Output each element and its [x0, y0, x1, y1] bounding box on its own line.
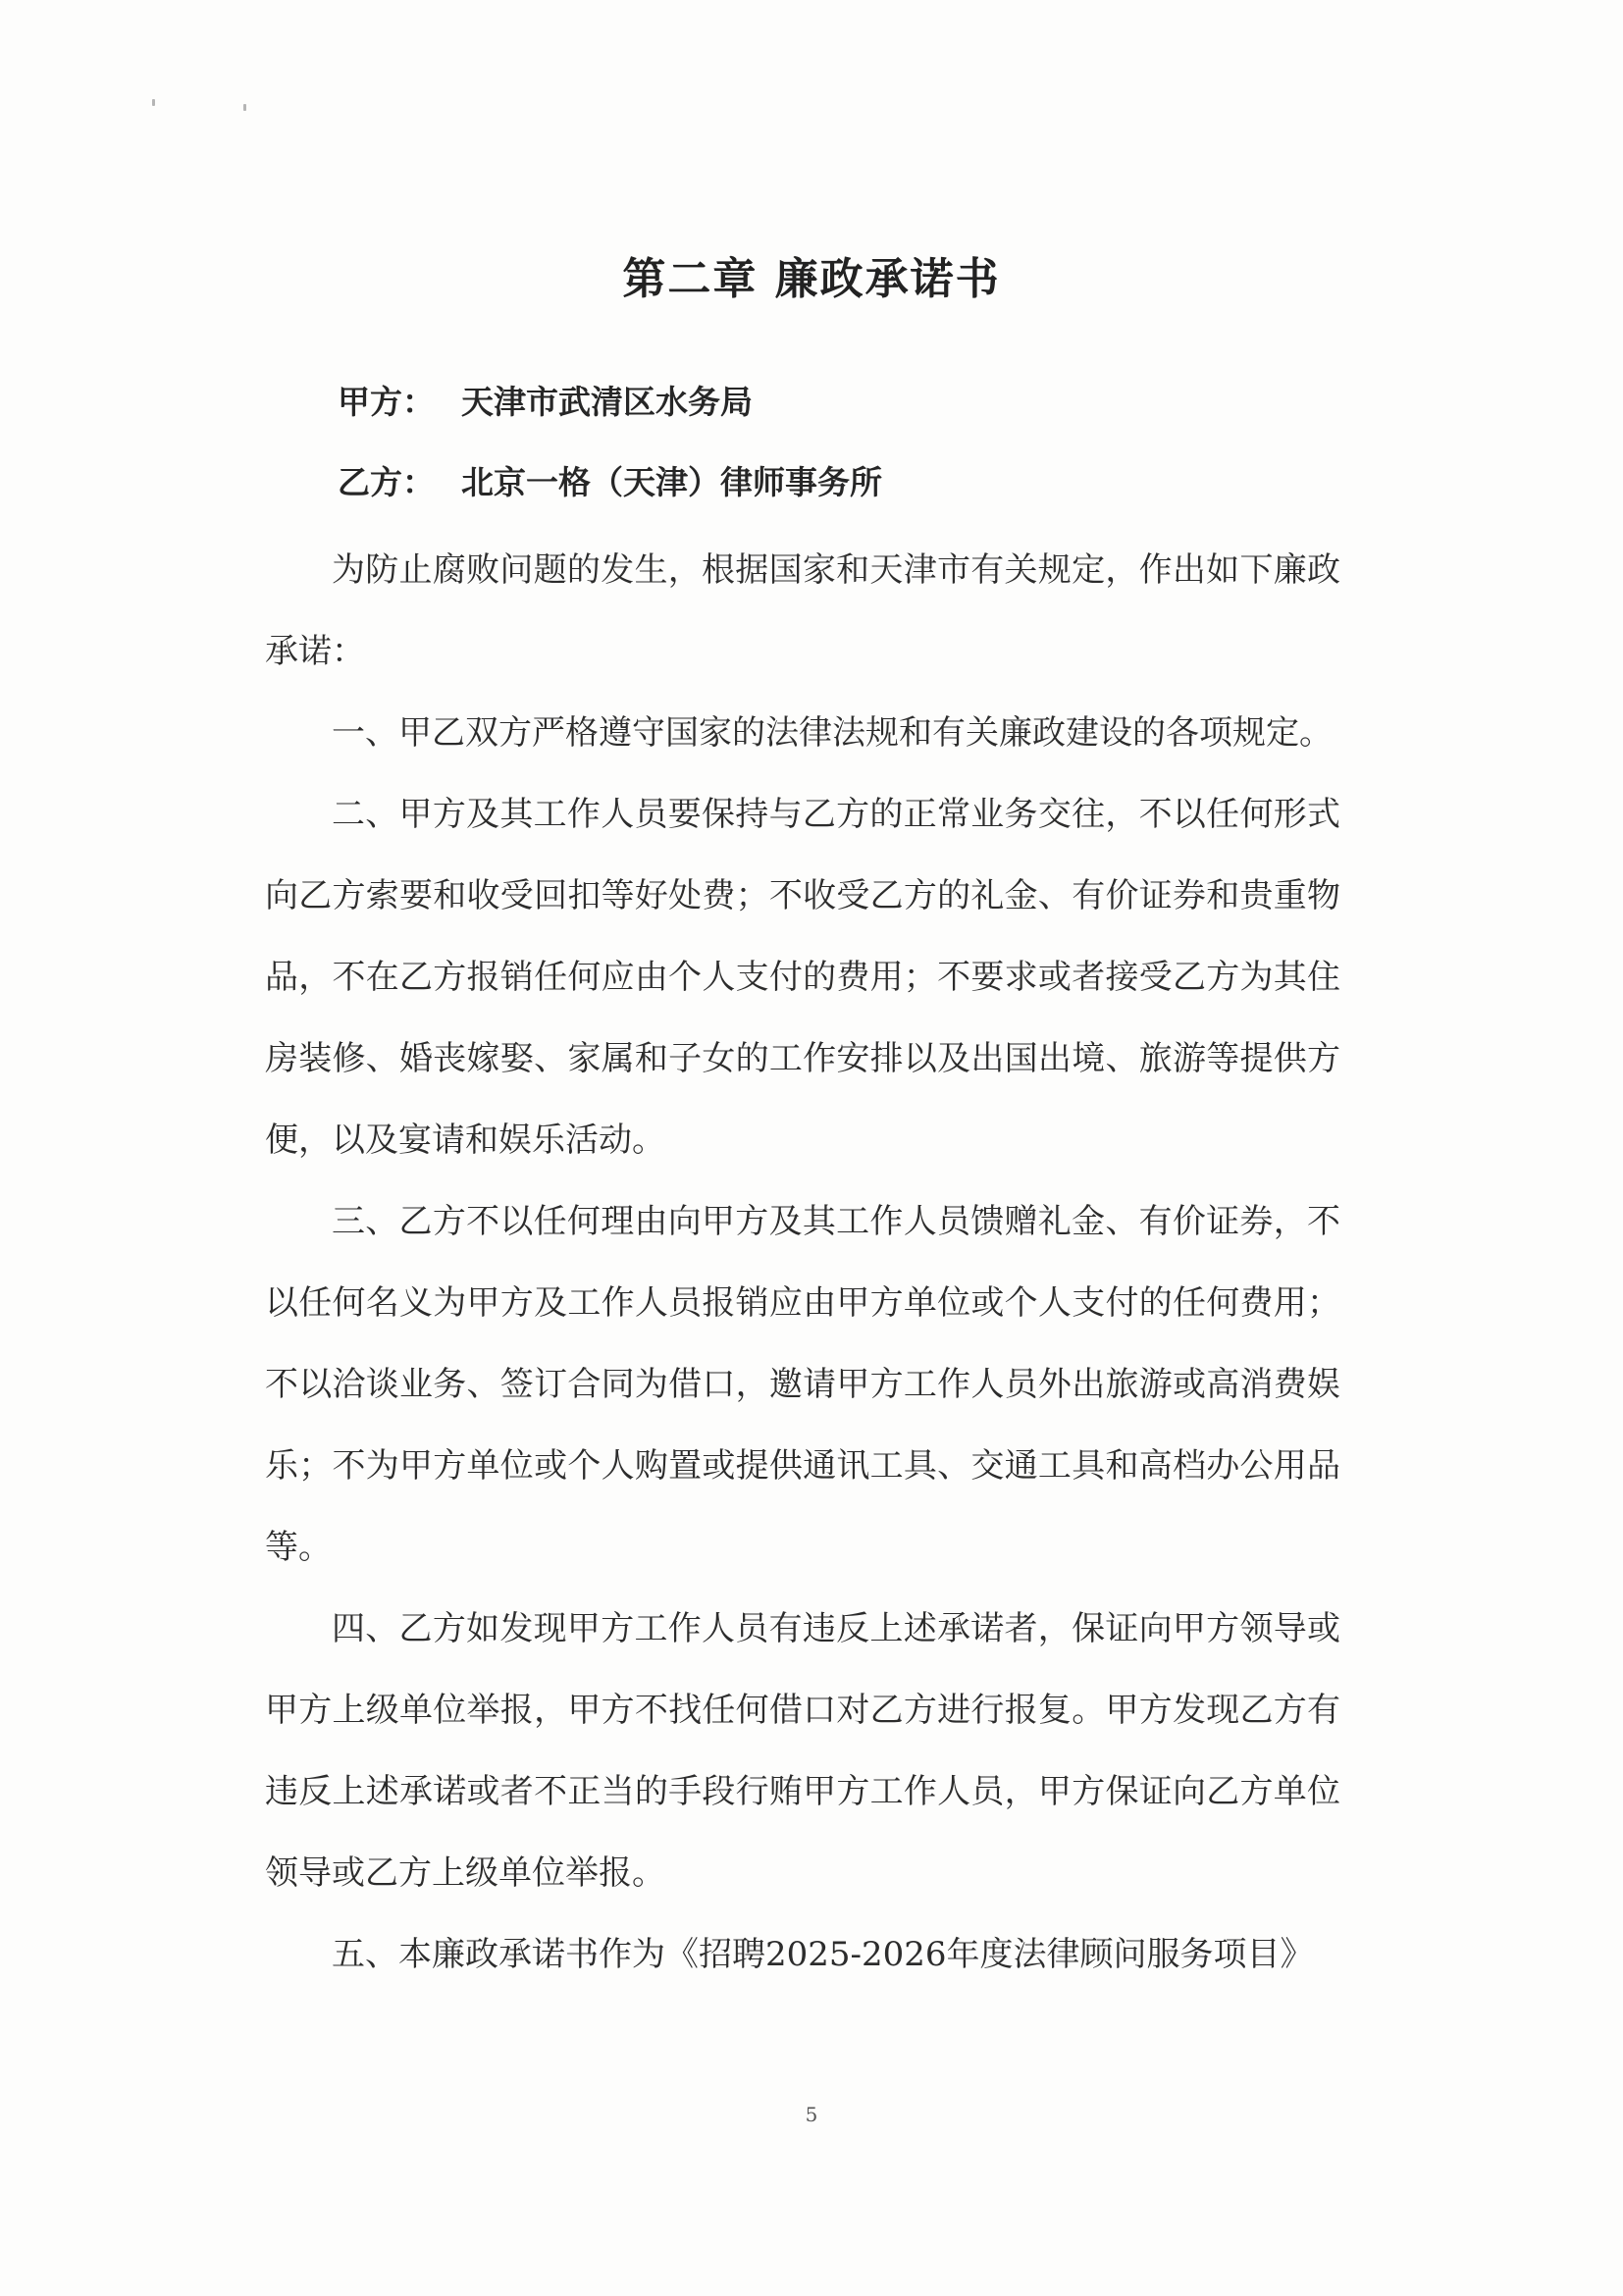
party-a-line — [338, 377, 753, 423]
party-b-name: 北京一格（天津）律师事务所 — [461, 463, 882, 501]
paragraph-clause-2: 二、甲方及其工作人员要保持与乙方的正常业务交往，不以任何形式向乙方索要和收受回扣等好处费；不收受乙方的礼金、有价证券和贵重物品，不在乙方报销任何应由个人支付的费用；不要求或者接受乙方为其住房装修、婚丧嫁娶、家属和子女的工作安排以及出国出境、旅游等提供方便，以及宴请和娱乐活动。 — [265, 795, 1340, 1160]
party-b-label: 乙方： — [338, 463, 435, 501]
paragraph-clause-3: 三、乙方不以任何理由向甲方及其工作人员馈赠礼金、有价证券，不以任何名义为甲方及工作人员报销应由甲方单位或个人支付的任何费用；不以洽谈业务、签订合同为借口，邀请甲方工作人员外出旅游或高消费娱乐；不为甲方单位或个人购置或提供通讯工具、交通工具和高档办公用品等。 — [265, 1202, 1340, 1567]
paragraph-clause-4: 四、乙方如发现甲方工作人员有违反上述承诺者，保证向甲方领导或甲方上级单位举报，甲方不找任何借口对乙方进行报复。甲方发现乙方有违反上述承诺或者不正当的手段行贿甲方工作人员，甲方保证向乙方单位领导或乙方上级单位举报。 — [265, 1609, 1340, 1893]
scan-speck — [152, 99, 155, 106]
page-number: 5 — [805, 2103, 818, 2126]
paragraph-preamble: 为防止腐败问题的发生，根据国家和天津市有关规定，作出如下廉政承诺： — [265, 550, 1340, 671]
page-title: 第二章 廉政承诺书 — [622, 254, 1001, 304]
party-a-name: 天津市武清区水务局 — [461, 383, 753, 421]
paragraph-clause-1: 一、甲乙双方严格遵守国家的法律法规和有关廉政建设的各项规定。 — [332, 713, 1333, 753]
scan-speck — [243, 104, 246, 111]
paragraph-clause-5: 五、本廉政承诺书作为《招聘2025-2026年度法律顾问服务项目》 — [332, 1935, 1314, 1974]
party-a-label: 甲方： — [338, 383, 435, 421]
commitment-body — [265, 530, 1340, 1996]
party-b-line — [338, 457, 882, 503]
